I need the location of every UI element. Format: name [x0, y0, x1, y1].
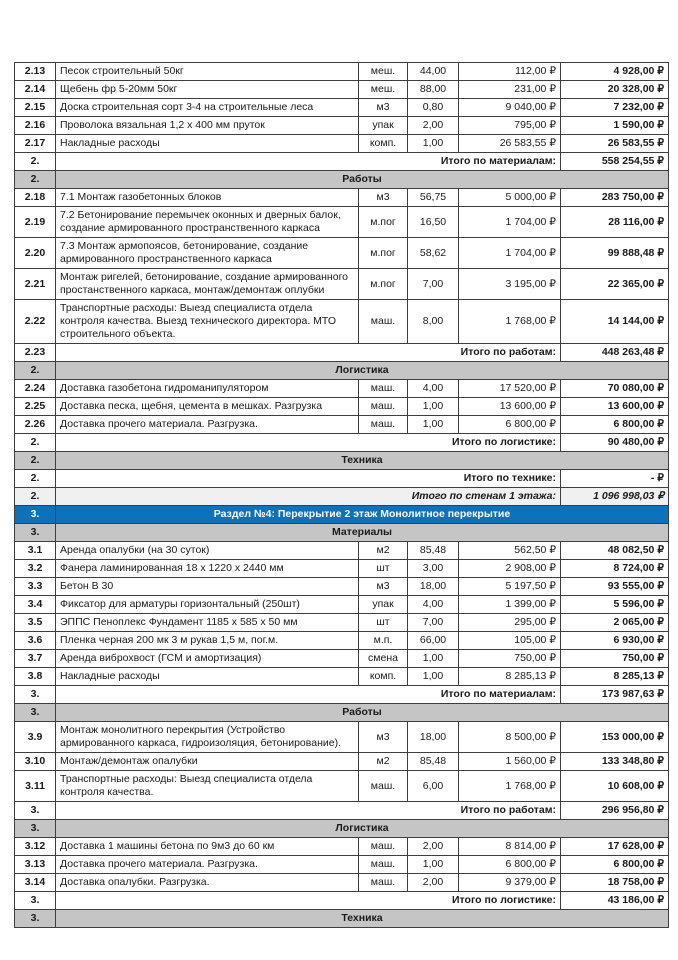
subtotal-label-cell: Итого по материалам: — [56, 686, 561, 704]
row-number-cell: 3. — [15, 892, 56, 910]
section-title-row — [15, 506, 669, 524]
row-unit-price-cell: 295,00 ₽ — [459, 614, 561, 632]
row-unit-price-cell: 1 560,00 ₽ — [459, 753, 561, 771]
table-row — [15, 856, 669, 874]
section-header-row — [15, 820, 669, 838]
subtotal-row — [15, 344, 669, 362]
row-unit-price-cell: 9 040,00 ₽ — [459, 99, 561, 117]
row-number-cell: 3.6 — [15, 632, 56, 650]
row-quantity-cell: 3,00 — [408, 560, 459, 578]
row-description-cell: Доставка прочего материала. Разгрузка. — [56, 856, 359, 874]
section-label-cell: Логистика — [56, 362, 669, 380]
row-total-cell: 283 750,00 ₽ — [561, 189, 669, 207]
row-number-cell: 2.21 — [15, 269, 56, 300]
row-number-cell: 3.14 — [15, 874, 56, 892]
table-row — [15, 189, 669, 207]
row-unit-cell: м.п. — [359, 632, 408, 650]
row-unit-price-cell: 17 520,00 ₽ — [459, 380, 561, 398]
section-label-cell: Работы — [56, 171, 669, 189]
row-unit-price-cell: 8 814,00 ₽ — [459, 838, 561, 856]
row-total-cell: 6 930,00 ₽ — [561, 632, 669, 650]
row-number-cell: 3. — [15, 506, 56, 524]
row-unit-cell: маш. — [359, 874, 408, 892]
row-unit-price-cell: 750,00 ₽ — [459, 650, 561, 668]
table-row — [15, 416, 669, 434]
row-number-cell: 2. — [15, 434, 56, 452]
row-description-cell: Доставка опалубки. Разгрузка. — [56, 874, 359, 892]
row-description-cell: Накладные расходы — [56, 135, 359, 153]
row-unit-price-cell: 2 908,00 ₽ — [459, 560, 561, 578]
row-quantity-cell: 1,00 — [408, 416, 459, 434]
row-total-cell: 10 608,00 ₽ — [561, 771, 669, 802]
row-total-cell: 5 596,00 ₽ — [561, 596, 669, 614]
row-number-cell: 2. — [15, 171, 56, 189]
row-quantity-cell: 4,00 — [408, 596, 459, 614]
row-number-cell: 3.11 — [15, 771, 56, 802]
table-row — [15, 117, 669, 135]
row-number-cell: 3. — [15, 704, 56, 722]
row-unit-cell: м2 — [359, 542, 408, 560]
row-unit-price-cell: 1 768,00 ₽ — [459, 300, 561, 344]
subtotal-row — [15, 434, 669, 452]
row-unit-cell: м.пог — [359, 207, 408, 238]
row-description-cell: Накладные расходы — [56, 668, 359, 686]
row-unit-price-cell: 1 768,00 ₽ — [459, 771, 561, 802]
estimate-table-body — [15, 63, 669, 928]
table-row — [15, 269, 669, 300]
row-description-cell: Аренда виброхвост (ГСМ и амортизация) — [56, 650, 359, 668]
table-row — [15, 135, 669, 153]
row-description-cell: Транспортные расходы: Выезд специалиста отдела контроля качества. — [56, 771, 359, 802]
row-quantity-cell: 1,00 — [408, 856, 459, 874]
row-unit-cell: упак — [359, 117, 408, 135]
row-unit-cell: м3 — [359, 578, 408, 596]
table-row — [15, 578, 669, 596]
row-number-cell: 3. — [15, 910, 56, 928]
row-quantity-cell: 1,00 — [408, 650, 459, 668]
section-header-row — [15, 171, 669, 189]
row-unit-cell: комп. — [359, 135, 408, 153]
subtotal-value-cell: 90 480,00 ₽ — [561, 434, 669, 452]
row-number-cell: 2.26 — [15, 416, 56, 434]
row-unit-price-cell: 105,00 ₽ — [459, 632, 561, 650]
row-description-cell: Доставка 1 машины бетона по 9м3 до 60 км — [56, 838, 359, 856]
row-description-cell: 7.3 Монтаж армопоясов, бетонирование, создание армированного пространственного каркаса — [56, 238, 359, 269]
row-total-cell: 99 888,48 ₽ — [561, 238, 669, 269]
row-unit-cell: маш. — [359, 838, 408, 856]
row-unit-cell: маш. — [359, 380, 408, 398]
row-quantity-cell: 7,00 — [408, 614, 459, 632]
row-unit-cell: комп. — [359, 668, 408, 686]
row-number-cell: 2.19 — [15, 207, 56, 238]
row-total-cell: 18 758,00 ₽ — [561, 874, 669, 892]
row-quantity-cell: 8,00 — [408, 300, 459, 344]
table-row — [15, 300, 669, 344]
table-row — [15, 81, 669, 99]
row-unit-cell: упак — [359, 596, 408, 614]
row-number-cell: 2.15 — [15, 99, 56, 117]
table-row — [15, 63, 669, 81]
row-number-cell: 2.22 — [15, 300, 56, 344]
table-row — [15, 722, 669, 753]
row-number-cell: 2.23 — [15, 344, 56, 362]
row-description-cell: Песок строительный 50кг — [56, 63, 359, 81]
subtotal-value-cell: 448 263,48 ₽ — [561, 344, 669, 362]
row-description-cell: Доставка газобетона гидроманипулятором — [56, 380, 359, 398]
table-row — [15, 596, 669, 614]
row-total-cell: 2 065,00 ₽ — [561, 614, 669, 632]
section-header-row — [15, 362, 669, 380]
subtotal-value-cell: - ₽ — [561, 470, 669, 488]
section-header-row — [15, 524, 669, 542]
row-quantity-cell: 2,00 — [408, 117, 459, 135]
subtotal-row — [15, 153, 669, 171]
row-description-cell: 7.1 Монтаж газобетонных блоков — [56, 189, 359, 207]
row-unit-price-cell: 795,00 ₽ — [459, 117, 561, 135]
row-quantity-cell: 0,80 — [408, 99, 459, 117]
row-description-cell: Фанера ламинированная 18 х 1220 х 2440 мм — [56, 560, 359, 578]
subtotal-label-cell: Итого по работам: — [56, 344, 561, 362]
subtotal-label-cell: Итого по стенам 1 этажа: — [56, 488, 561, 506]
row-quantity-cell: 16,50 — [408, 207, 459, 238]
row-number-cell: 2. — [15, 153, 56, 171]
subtotal-value-cell: 43 186,00 ₽ — [561, 892, 669, 910]
subtotal-row — [15, 470, 669, 488]
row-total-cell: 153 000,00 ₽ — [561, 722, 669, 753]
row-description-cell: 7.2 Бетонирование перемычек оконных и дверных балок, создание армированного пространственного каркаса — [56, 207, 359, 238]
table-row — [15, 380, 669, 398]
section-label-cell: Работы — [56, 704, 669, 722]
row-total-cell: 17 628,00 ₽ — [561, 838, 669, 856]
row-quantity-cell: 88,00 — [408, 81, 459, 99]
row-description-cell: Монтаж ригелей, бетонирование, создание армированного простанственного каркаса, монтаж/демонтаж оплубки — [56, 269, 359, 300]
section-header-row — [15, 704, 669, 722]
row-quantity-cell: 66,00 — [408, 632, 459, 650]
section-header-row — [15, 452, 669, 470]
row-unit-price-cell: 5 000,00 ₽ — [459, 189, 561, 207]
section-header-row — [15, 910, 669, 928]
row-unit-cell: шт — [359, 560, 408, 578]
row-unit-cell: маш. — [359, 300, 408, 344]
table-row — [15, 874, 669, 892]
row-number-cell: 2.20 — [15, 238, 56, 269]
grand-total-row — [15, 488, 669, 506]
row-number-cell: 2.14 — [15, 81, 56, 99]
table-row — [15, 207, 669, 238]
table-row — [15, 668, 669, 686]
row-unit-price-cell: 3 195,00 ₽ — [459, 269, 561, 300]
row-number-cell: 3. — [15, 802, 56, 820]
row-number-cell: 3.7 — [15, 650, 56, 668]
row-total-cell: 8 285,13 ₽ — [561, 668, 669, 686]
row-unit-price-cell: 8 500,00 ₽ — [459, 722, 561, 753]
table-row — [15, 542, 669, 560]
row-quantity-cell: 85,48 — [408, 542, 459, 560]
row-unit-price-cell: 112,00 ₽ — [459, 63, 561, 81]
row-description-cell: Монтаж монолитного перекрытия (Устройство армированного каркаса, гидроизоляция, бетонирование). — [56, 722, 359, 753]
subtotal-label-cell: Итого по материалам: — [56, 153, 561, 171]
row-unit-cell: м3 — [359, 189, 408, 207]
row-number-cell: 3.10 — [15, 753, 56, 771]
table-row — [15, 238, 669, 269]
row-number-cell: 3.5 — [15, 614, 56, 632]
row-description-cell: Транспортные расходы: Выезд специалиста отдела контроля качества. Выезд технического директора. МТО строительного объекта. — [56, 300, 359, 344]
subtotal-label-cell: Итого по работам: — [56, 802, 561, 820]
row-total-cell: 22 365,00 ₽ — [561, 269, 669, 300]
row-quantity-cell: 56,75 — [408, 189, 459, 207]
row-number-cell: 2. — [15, 452, 56, 470]
row-number-cell: 2.25 — [15, 398, 56, 416]
row-quantity-cell: 44,00 — [408, 63, 459, 81]
row-quantity-cell: 58,62 — [408, 238, 459, 269]
row-number-cell: 3. — [15, 820, 56, 838]
row-number-cell: 3. — [15, 524, 56, 542]
row-total-cell: 13 600,00 ₽ — [561, 398, 669, 416]
subtotal-row — [15, 802, 669, 820]
row-unit-cell: м3 — [359, 99, 408, 117]
row-total-cell: 133 348,80 ₽ — [561, 753, 669, 771]
row-number-cell: 3.8 — [15, 668, 56, 686]
subtotal-value-cell: 296 956,80 ₽ — [561, 802, 669, 820]
subtotal-value-cell: 173 987,63 ₽ — [561, 686, 669, 704]
row-total-cell: 26 583,55 ₽ — [561, 135, 669, 153]
row-quantity-cell: 1,00 — [408, 398, 459, 416]
row-unit-cell: м.пог — [359, 238, 408, 269]
row-quantity-cell: 6,00 — [408, 771, 459, 802]
row-unit-cell: м.пог — [359, 269, 408, 300]
row-number-cell: 2.17 — [15, 135, 56, 153]
row-unit-cell: маш. — [359, 856, 408, 874]
row-quantity-cell: 7,00 — [408, 269, 459, 300]
table-row — [15, 560, 669, 578]
subtotal-label-cell: Итого по технике: — [56, 470, 561, 488]
row-description-cell: Щебень фр 5-20мм 50кг — [56, 81, 359, 99]
row-description-cell: Аренда опалубки (на 30 суток) — [56, 542, 359, 560]
table-row — [15, 99, 669, 117]
row-unit-cell: меш. — [359, 63, 408, 81]
row-unit-price-cell: 26 583,55 ₽ — [459, 135, 561, 153]
row-unit-price-cell: 1 704,00 ₽ — [459, 238, 561, 269]
row-unit-cell: шт — [359, 614, 408, 632]
row-total-cell: 48 082,50 ₽ — [561, 542, 669, 560]
row-total-cell: 28 116,00 ₽ — [561, 207, 669, 238]
row-number-cell: 3.2 — [15, 560, 56, 578]
row-quantity-cell: 18,00 — [408, 722, 459, 753]
row-unit-price-cell: 13 600,00 ₽ — [459, 398, 561, 416]
table-row — [15, 398, 669, 416]
row-quantity-cell: 4,00 — [408, 380, 459, 398]
row-total-cell: 93 555,00 ₽ — [561, 578, 669, 596]
row-number-cell: 3.1 — [15, 542, 56, 560]
row-number-cell: 2.18 — [15, 189, 56, 207]
row-total-cell: 1 590,00 ₽ — [561, 117, 669, 135]
row-number-cell: 2. — [15, 470, 56, 488]
row-description-cell: Доставка прочего материала. Разгрузка. — [56, 416, 359, 434]
row-number-cell: 3.4 — [15, 596, 56, 614]
row-number-cell: 3.13 — [15, 856, 56, 874]
row-unit-price-cell: 5 197,50 ₽ — [459, 578, 561, 596]
subtotal-row — [15, 686, 669, 704]
table-row — [15, 650, 669, 668]
row-unit-price-cell: 1 399,00 ₽ — [459, 596, 561, 614]
section-label-cell: Техника — [56, 910, 669, 928]
row-total-cell: 7 232,00 ₽ — [561, 99, 669, 117]
subtotal-value-cell: 558 254,55 ₽ — [561, 153, 669, 171]
row-quantity-cell: 2,00 — [408, 874, 459, 892]
row-number-cell: 2.13 — [15, 63, 56, 81]
row-description-cell: Доставка песка, щебня, цемента в мешках. Разгрузка — [56, 398, 359, 416]
row-description-cell: Пленка черная 200 мк 3 м рукав 1,5 м, пог.м. — [56, 632, 359, 650]
row-number-cell: 3.9 — [15, 722, 56, 753]
row-description-cell: ЭППС Пеноплекс Фундамент 1185 х 585 х 50 мм — [56, 614, 359, 632]
section-label-cell: Раздел №4: Перекрытие 2 этаж Монолитное перекрытие — [56, 506, 669, 524]
subtotal-row — [15, 892, 669, 910]
row-number-cell: 3.3 — [15, 578, 56, 596]
row-number-cell: 2.24 — [15, 380, 56, 398]
row-total-cell: 20 328,00 ₽ — [561, 81, 669, 99]
row-description-cell: Доска строительная сорт 3-4 на строительные леса — [56, 99, 359, 117]
table-row — [15, 771, 669, 802]
row-quantity-cell: 1,00 — [408, 668, 459, 686]
row-quantity-cell: 1,00 — [408, 135, 459, 153]
row-unit-cell: м2 — [359, 753, 408, 771]
estimate-table — [14, 62, 669, 928]
subtotal-label-cell: Итого по логистике: — [56, 892, 561, 910]
row-description-cell: Монтаж/демонтаж опалубки — [56, 753, 359, 771]
row-unit-cell: маш. — [359, 771, 408, 802]
table-row — [15, 838, 669, 856]
row-unit-cell: м3 — [359, 722, 408, 753]
row-description-cell: Проволока вязальная 1,2 х 400 мм пруток — [56, 117, 359, 135]
row-total-cell: 6 800,00 ₽ — [561, 416, 669, 434]
table-row — [15, 614, 669, 632]
table-row — [15, 632, 669, 650]
row-total-cell: 6 800,00 ₽ — [561, 856, 669, 874]
row-unit-price-cell: 9 379,00 ₽ — [459, 874, 561, 892]
row-unit-price-cell: 6 800,00 ₽ — [459, 856, 561, 874]
row-unit-price-cell: 562,50 ₽ — [459, 542, 561, 560]
row-number-cell: 2. — [15, 488, 56, 506]
row-total-cell: 70 080,00 ₽ — [561, 380, 669, 398]
section-label-cell: Логистика — [56, 820, 669, 838]
row-total-cell: 750,00 ₽ — [561, 650, 669, 668]
row-total-cell: 4 928,00 ₽ — [561, 63, 669, 81]
row-number-cell: 2.16 — [15, 117, 56, 135]
row-unit-cell: маш. — [359, 398, 408, 416]
row-quantity-cell: 18,00 — [408, 578, 459, 596]
row-number-cell: 2. — [15, 362, 56, 380]
row-unit-cell: меш. — [359, 81, 408, 99]
row-unit-cell: смена — [359, 650, 408, 668]
section-label-cell: Техника — [56, 452, 669, 470]
row-total-cell: 14 144,00 ₽ — [561, 300, 669, 344]
subtotal-label-cell: Итого по логистике: — [56, 434, 561, 452]
row-number-cell: 3. — [15, 686, 56, 704]
section-label-cell: Материалы — [56, 524, 669, 542]
row-unit-cell: маш. — [359, 416, 408, 434]
row-total-cell: 8 724,00 ₽ — [561, 560, 669, 578]
row-unit-price-cell: 8 285,13 ₽ — [459, 668, 561, 686]
row-unit-price-cell: 231,00 ₽ — [459, 81, 561, 99]
row-quantity-cell: 85,48 — [408, 753, 459, 771]
row-unit-price-cell: 6 800,00 ₽ — [459, 416, 561, 434]
row-description-cell: Фиксатор для арматуры горизонтальный (250шт) — [56, 596, 359, 614]
subtotal-value-cell: 1 096 998,03 ₽ — [561, 488, 669, 506]
row-unit-price-cell: 1 704,00 ₽ — [459, 207, 561, 238]
row-number-cell: 3.12 — [15, 838, 56, 856]
row-description-cell: Бетон В 30 — [56, 578, 359, 596]
table-row — [15, 753, 669, 771]
row-quantity-cell: 2,00 — [408, 838, 459, 856]
